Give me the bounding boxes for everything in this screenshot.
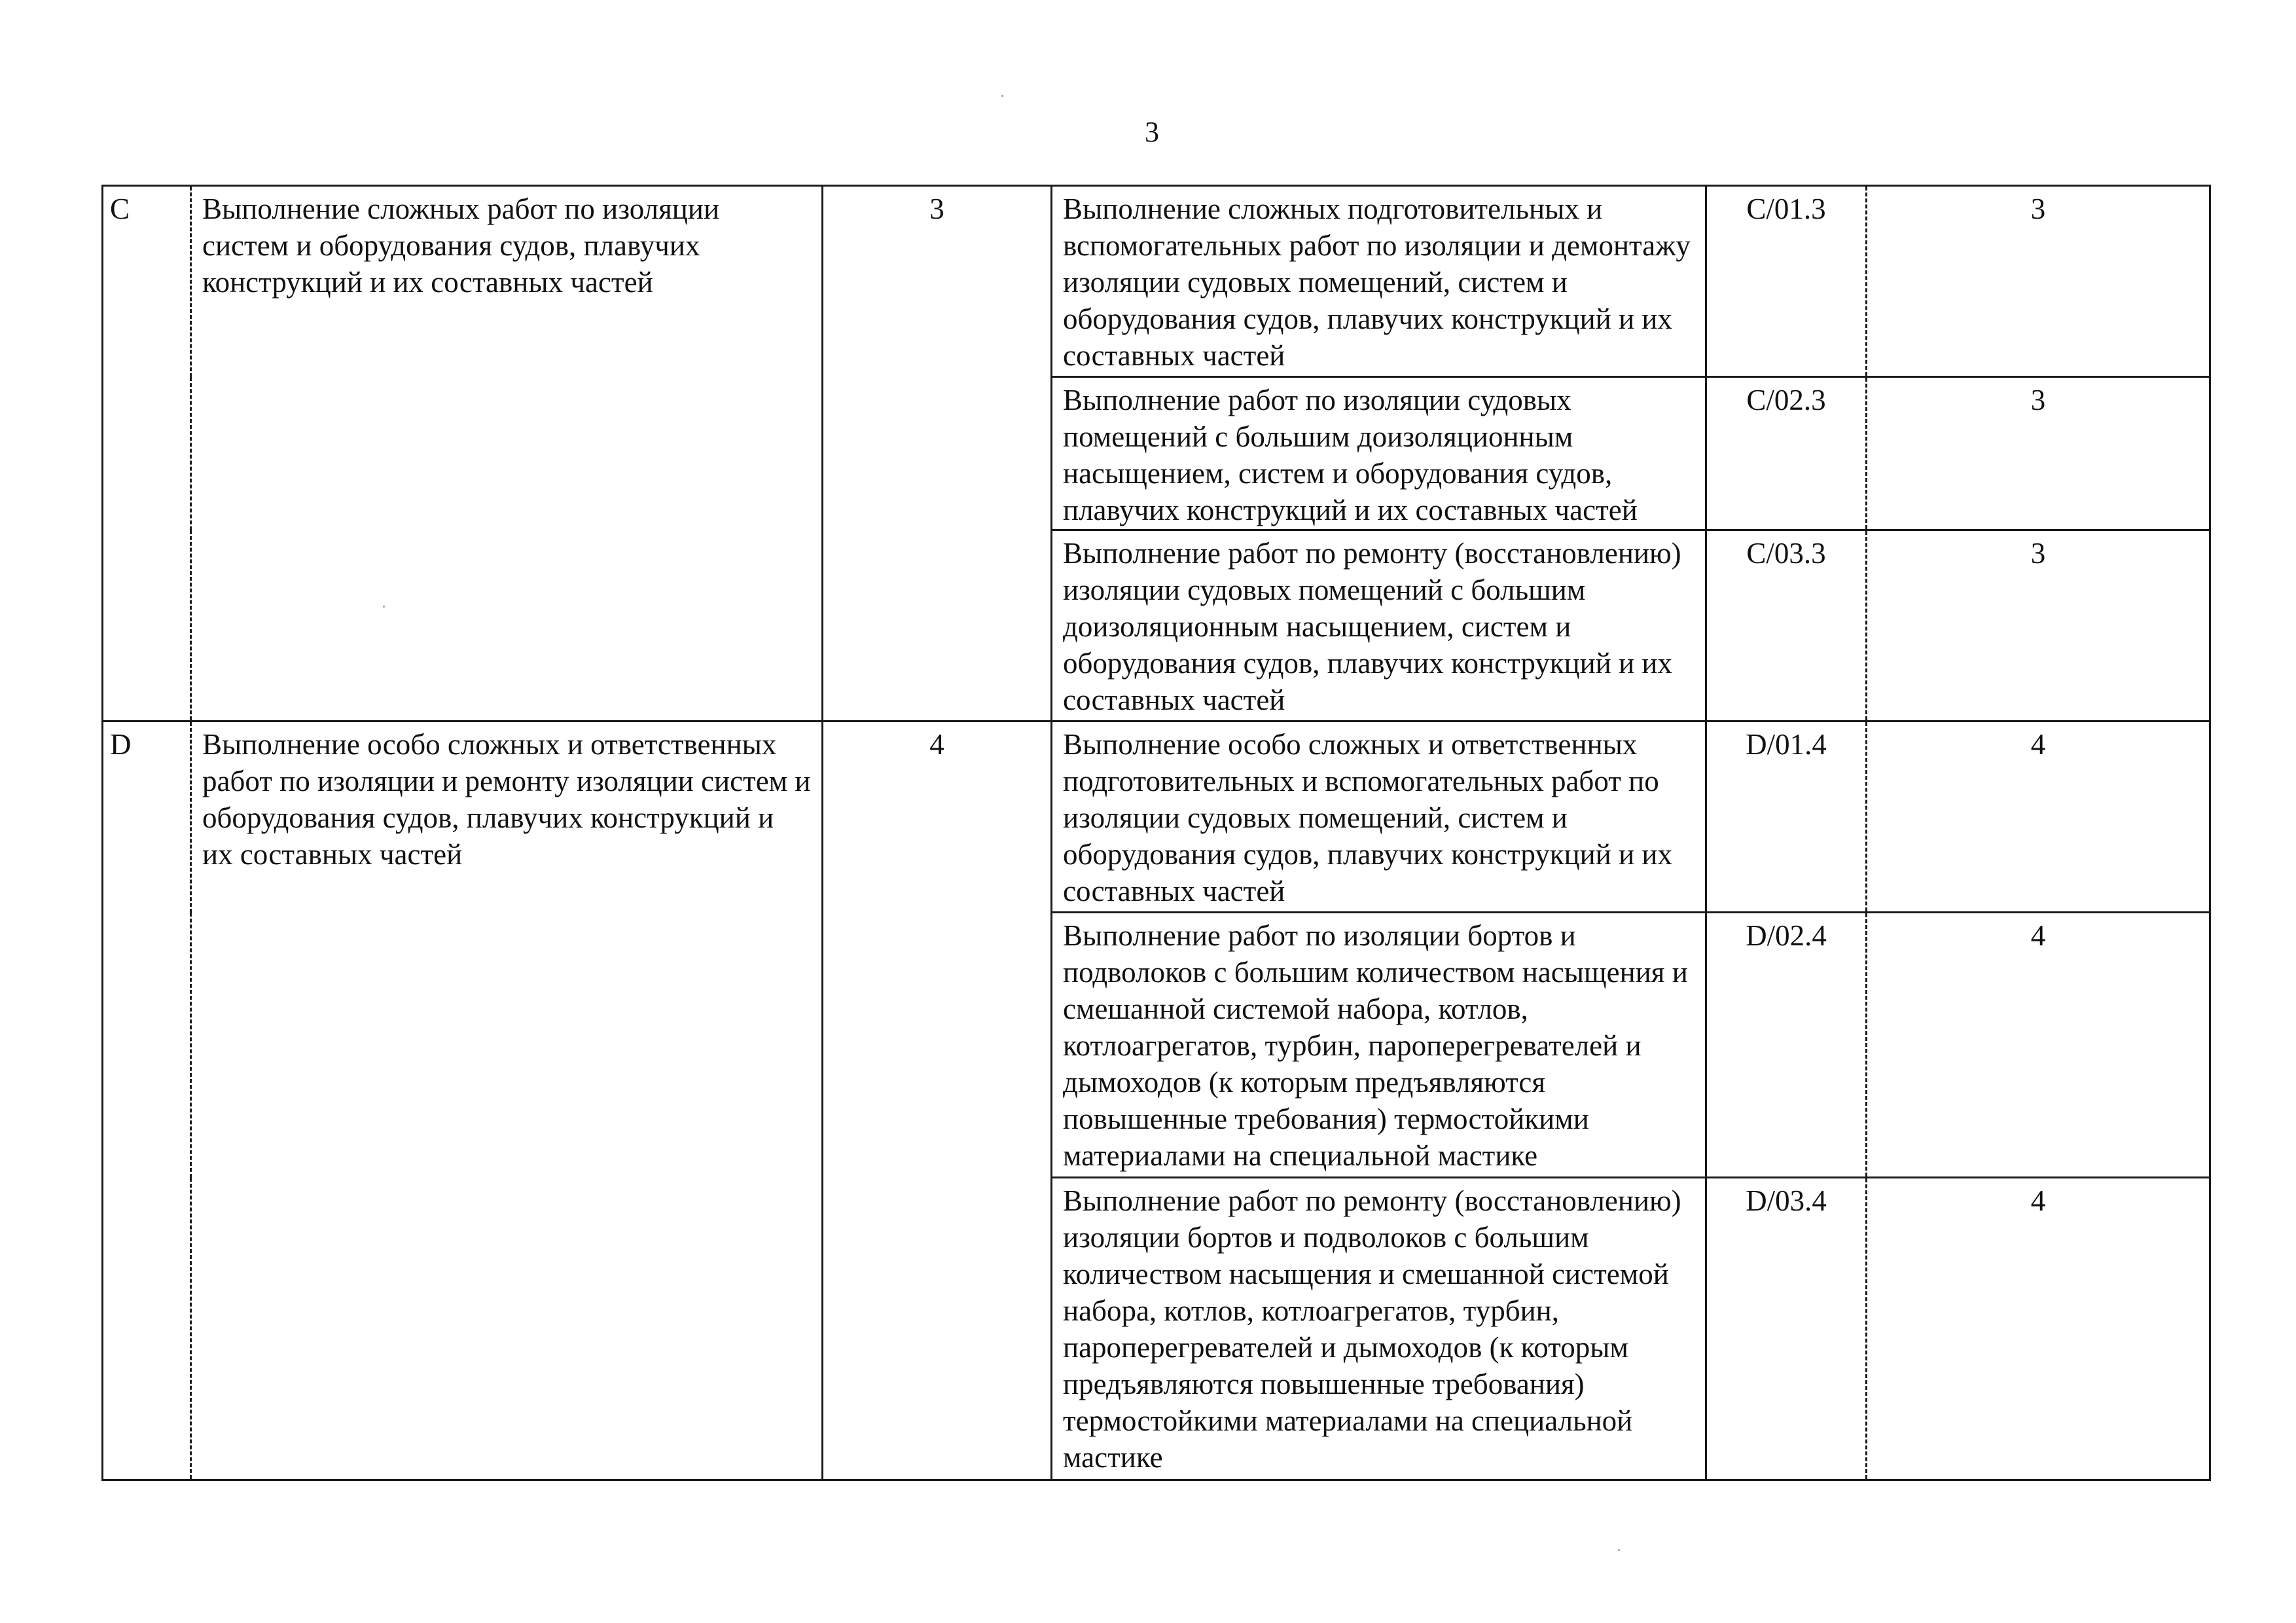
labor-function-code: D/02.4 (1706, 913, 1867, 1178)
page-number: 3 (1145, 116, 1159, 148)
labor-function-sublevel: 3 (1867, 186, 2210, 377)
table-row (103, 721, 2210, 913)
labor-function-title: Выполнение работ по изоляции бортов и подволоков с большим количеством насыщения и смешанной системой набора, котлов, котлоагрегатов, турбин, пароперегревателей и дымоходов (к которым предъявляются повышенные требования) термостойкими материалами на специальной мастике (1052, 913, 1706, 1178)
labor-function-sublevel: 3 (1867, 530, 2210, 721)
generalized-function-name: Выполнение сложных работ по изоляции систем и оборудования судов, плавучих конструкций и их составных частей (191, 186, 823, 721)
labor-function-sublevel: 4 (1867, 913, 2210, 1178)
scan-speck (1001, 95, 1003, 97)
labor-function-code: C/03.3 (1706, 530, 1867, 721)
labor-function-title: Выполнение особо сложных и ответственных подготовительных и вспомогательных работ по изоляции судовых помещений, систем и оборудования судов, плавучих конструкций и их составных частей (1052, 721, 1706, 913)
qualification-level: 4 (823, 721, 1052, 1480)
function-table (101, 185, 2211, 1481)
scan-speck (1618, 1549, 1620, 1551)
labor-function-code: C/02.3 (1706, 377, 1867, 530)
labor-function-title: Выполнение работ по изоляции судовых помещений с большим доизоляционным насыщением, систем и оборудования судов, плавучих конструкций и их составных частей (1052, 377, 1706, 530)
labor-function-title: Выполнение работ по ремонту (восстановлению) изоляции бортов и подволоков с большим количеством насыщения и смешанной системой набора, котлов, котлоагрегатов, турбин, пароперегревателей и дымоходов (к которым предъявляются повышенные требования) термостойкими материалами на специальной мастике (1052, 1178, 1706, 1480)
generalized-function-name: Выполнение особо сложных и ответственных работ по изоляции и ремонту изоляции систем и оборудования судов, плавучих конструкций и их составных частей (191, 721, 823, 1480)
labor-function-code: D/03.4 (1706, 1178, 1867, 1480)
labor-function-code: C/01.3 (1706, 186, 1867, 377)
generalized-function-code: C (103, 186, 191, 721)
table-row (103, 186, 2210, 377)
labor-function-title: Выполнение работ по ремонту (восстановлению) изоляции судовых помещений с большим доизоляционным насыщением, систем и оборудования судов, плавучих конструкций и их составных частей (1052, 530, 1706, 721)
labor-function-title: Выполнение сложных подготовительных и вспомогательных работ по изоляции и демонтажу изоляции судовых помещений, систем и оборудования судов, плавучих конструкций и их составных частей (1052, 186, 1706, 377)
labor-function-code: D/01.4 (1706, 721, 1867, 913)
labor-function-sublevel: 3 (1867, 377, 2210, 530)
qualification-level: 3 (823, 186, 1052, 721)
generalized-function-code: D (103, 721, 191, 1480)
scan-speck (383, 606, 385, 608)
labor-function-sublevel: 4 (1867, 721, 2210, 913)
labor-function-sublevel: 4 (1867, 1178, 2210, 1480)
